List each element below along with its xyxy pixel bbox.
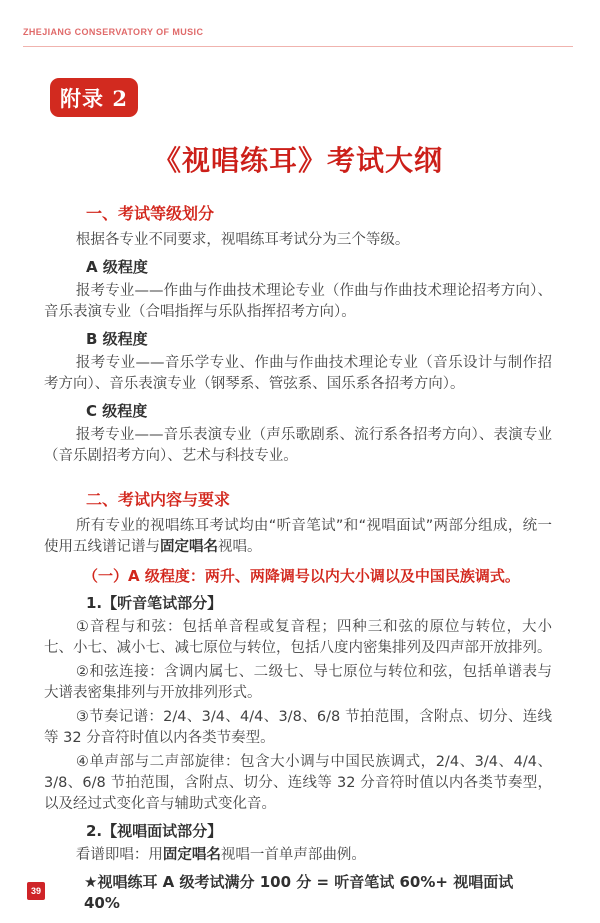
score-note: [84, 872, 552, 914]
page-number-badge: [27, 882, 45, 900]
oral-test-body: [44, 845, 552, 866]
score-note-text: 视唱练耳 A 级考试满分 100 分 = 听音笔试 60%+ 视唱面试 40%: [84, 873, 514, 912]
header-rule: [23, 46, 573, 47]
section-1-intro: 根据各专业不同要求，视唱练耳考试分为三个等级。: [75, 232, 410, 248]
section-1-heading: 一、考试等级划分: [86, 204, 215, 223]
written-test-item-1: ①音程与和弦：包括单音程或复音程；四种三和弦的原位与转位，大小七、小七、减小七、减七原位与转位，包括八度内密集排列及四声部开放排列。: [44, 619, 552, 656]
written-test-heading: 1.【听音笔试部分】: [86, 594, 223, 612]
written-test-item-2: ②和弦连接：含调内属七、二级七、导七原位与转位和弦，包括单谱表与大谱表密集排列与开放排列形式。: [44, 664, 552, 701]
page-number: 39: [30, 886, 41, 896]
header-brand-text: ZHEJIANG CONSERVATORY OF MUSIC: [23, 27, 204, 37]
level-a-heading: A 级程度: [86, 258, 148, 276]
appendix-badge: [50, 78, 138, 117]
oral-test-heading: 2.【视唱面试部分】: [86, 822, 223, 840]
section-2-intro-pre: 所有专业的视唱练耳考试均由“听音笔试”和“视唱面试”两部分组成，统一使用五线谱记谱与: [44, 518, 552, 555]
level-b-heading: B 级程度: [86, 330, 148, 348]
written-test-item-3: ③节奏记谱：2/4、3/4、4/4、3/8、6/8 节拍范围，含附点、切分、连线等 32 分音符时值以内各类节奏型。: [44, 709, 552, 746]
section-2-intro: [44, 516, 552, 558]
section-2-intro-bold: 固定唱名: [160, 539, 218, 555]
oral-test-pre: 看谱即唱：用: [75, 847, 163, 863]
level-a-rule-heading: （一）A 级程度：两升、两降调号以内大小调以及中国民族调式。: [83, 567, 520, 585]
level-b-body: 报考专业——音乐学专业、作曲与作曲技术理论专业（音乐设计与制作招考方向）、音乐表演专业（钢琴系、管弦系、国乐系各招考方向）。: [44, 355, 552, 392]
oral-test-bold: 固定唱名: [162, 847, 221, 863]
level-a-body: 报考专业——作曲与作曲技术理论专业（作曲与作曲技术理论招考方向）、音乐表演专业（合唱指挥与乐队指挥招考方向）。: [44, 283, 552, 320]
star-icon: ★: [84, 873, 98, 891]
section-2-intro-post: 视唱。: [218, 539, 262, 555]
appendix-badge-label: 附录 2: [60, 85, 128, 111]
level-c-heading: C 级程度: [86, 402, 148, 420]
page-title: 《视唱练耳》考试大纲: [152, 144, 443, 177]
level-c-body: 报考专业——音乐表演专业（声乐歌剧系、流行系各招考方向）、表演专业（音乐剧招考方向）、艺术与科技专业。: [44, 427, 552, 464]
section-2-heading: 二、考试内容与要求: [86, 490, 231, 509]
oral-test-post: 视唱一首单声部曲例。: [220, 847, 366, 863]
written-test-item-4: ④单声部与二声部旋律：包含大小调与中国民族调式，2/4、3/4、4/4、3/8、6/8 节拍范围，含附点、切分、连线等 32 分音符时值以内各类节奏型，以及经过式变化音与辅助式变化音。: [44, 754, 552, 812]
